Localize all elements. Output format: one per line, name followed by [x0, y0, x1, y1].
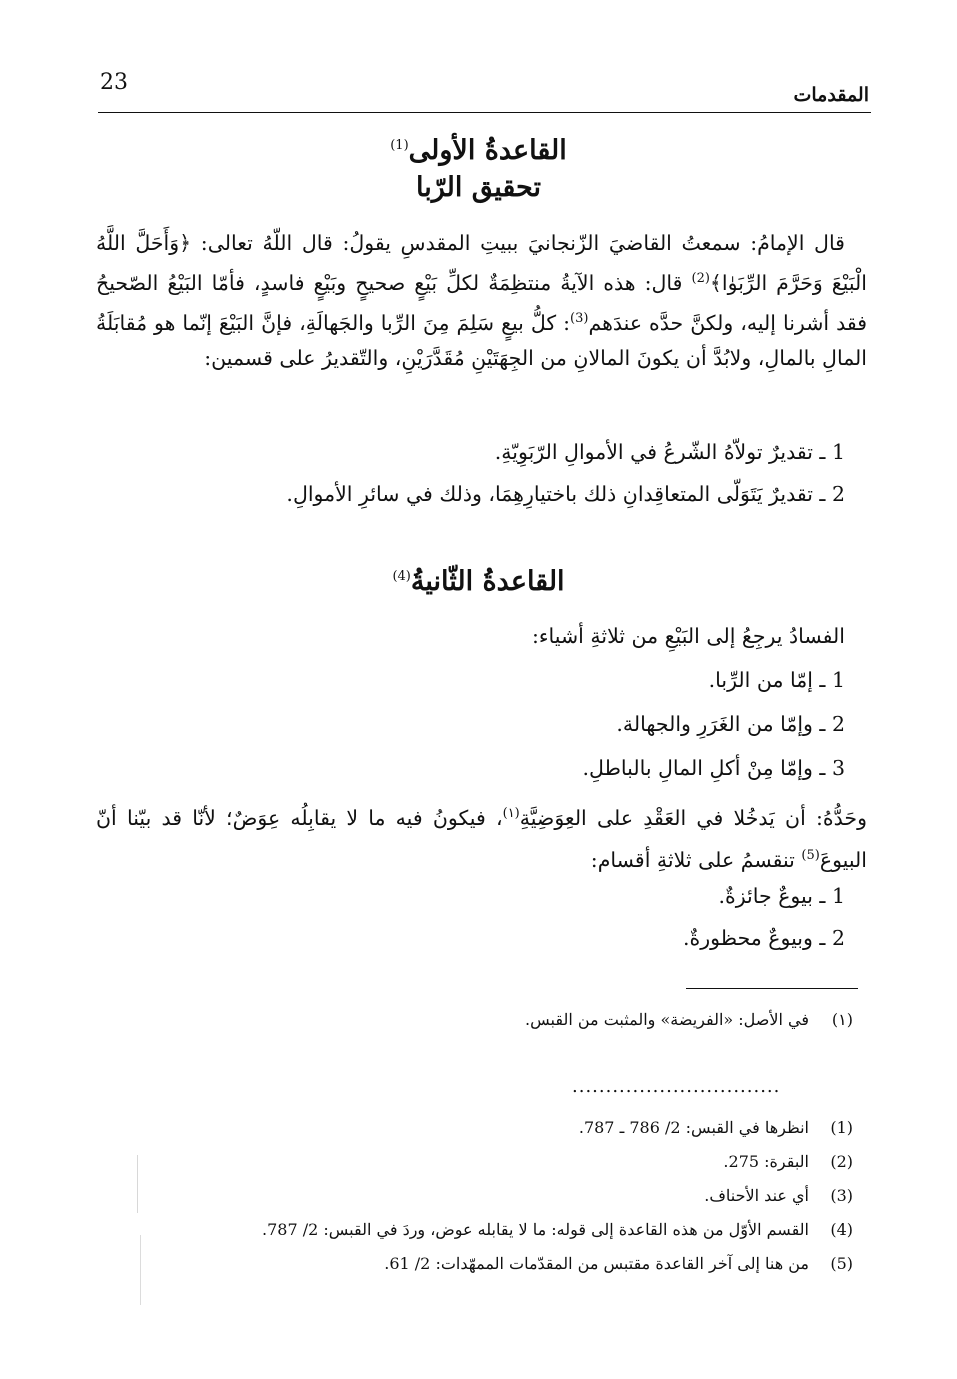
rule2-definition-part2: ، فيكونُ فيه ما لا يقابِلُه عِوَضٌ؛ لأنّا قد بيّنا أنّ البيوعَ	[96, 805, 867, 872]
footnote-3-text: أي عند الأحناف.	[704, 1186, 809, 1205]
rule2-item-2: 2 ـ وإمّا من الغَرَرِ والجهالة.	[616, 712, 845, 736]
rule2-sale-type-1: 1 ـ بيوعٌ جائزةٌ.	[718, 884, 845, 908]
footnote-2-number: (2)	[830, 1152, 853, 1171]
footnote-2-text: البقرة: 275.	[723, 1152, 809, 1171]
scan-artifact-line	[137, 1155, 138, 1213]
footnote-5	[384, 1254, 853, 1273]
footnote-4	[262, 1220, 853, 1239]
rule2-sale-type-2: 2 ـ وبيوعٌ محظورةٌ.	[683, 926, 845, 950]
editor-note	[525, 1010, 853, 1029]
footnote-1-text: انظرها في القبس: 2/ 786 ـ 787.	[578, 1118, 809, 1137]
rule1-note-2: (2)	[691, 271, 710, 286]
footnote-1	[579, 1118, 853, 1137]
editor-note-rule	[686, 988, 858, 989]
footnote-5-number: (5)	[830, 1254, 853, 1273]
editor-note-text: في الأصل: «الفريضة» والمثبت من القبس.	[525, 1010, 809, 1029]
rule2-title-note: (4)	[392, 569, 411, 584]
footnote-4-number: (4)	[830, 1220, 853, 1239]
rule1-paragraph-part3: : كلُّ بيعٍ سَلِمَ مِنَ الرِّبا والجَهالَةِ، فإنَّ البَيْعَ إنّما هو مُقابَلَةُ المالِ بالمالِ، ولابُدَّ أن يكونَ المالانِ من الجِهَتَيْنِ مُقَدَّرَيْنِ، والتّقديرُ على قسمين:	[96, 310, 867, 370]
rule1-note-3: (3)	[570, 310, 589, 326]
rule2-definition-part1: وحَدُّهُ: أن يَدخُلا في العَقْدِ على العِوَضِيَّةِ	[519, 805, 867, 830]
rule2-definition-note-5: (5)	[801, 847, 820, 863]
rule2-item-3: 3 ـ وإمّا مِنْ أكلِ المالِ بالباطلِ.	[582, 756, 845, 780]
rule2-definition-part3: تنقسمُ على ثلاثةِ أقسام:	[590, 847, 802, 872]
rule1-title-text: القاعدةُ الأولى	[408, 135, 567, 166]
rule1-paragraph-part1: قال الإمامُ: سمعتُ القاضيَ الزّنجانيَ ببيتِ المقدسِ يقولُ: قال اللّهُ تعالى: ﴿وَأَحَلَّ اللَّهُ الْبَيْعَ وَحَرَّمَ الرِّبَوٰا﴾	[96, 231, 867, 295]
rule1-paragraph	[96, 226, 867, 376]
rule1-paragraph-part2: قال: هذه الآيةُ منتظِمَةٌ لكلِّ بَيْعٍ صحيحٍ وبَيْعٍ فاسدٍ، فأمّا البَيْعُ الصّحيحُ فقد أشرنا إليه، ولكنَّ حدَّه عندَهم	[96, 270, 867, 335]
rule2-intro: الفسادُ يرجِعُ إلى البَيْعِ من ثلاثةِ أشياء:	[532, 624, 845, 648]
running-title: المقدمات	[793, 84, 869, 106]
page-number: 23	[100, 70, 128, 95]
footnote-3	[704, 1186, 853, 1205]
rule1-title	[0, 135, 957, 166]
rule1-item-1: 1 ـ تقديرٌ تولاّهُ الشّرعُ في الأموالِ الرّبَوِيّةِ.	[494, 440, 845, 464]
scan-artifact-line	[140, 1235, 141, 1305]
rule2-title	[0, 566, 957, 597]
rule1-subtitle: تحقيق الرّبا	[415, 172, 542, 203]
rule2-title-text: القاعدةُ الثّانيةُ	[410, 566, 565, 597]
footnote-3-number: (3)	[830, 1186, 853, 1205]
footnote-separator: ...............................	[572, 1076, 781, 1097]
footnote-4-text: القسم الأوّل من هذه القاعدة إلى قوله: ما لا يقابله عوض، وردَ في القبس: 2/ 787.	[261, 1220, 809, 1239]
footnote-2	[723, 1152, 853, 1171]
header-rule	[98, 112, 871, 113]
editor-note-number: (١)	[831, 1010, 853, 1029]
rule1-title-note: (1)	[390, 138, 409, 153]
rule2-item-1: 1 ـ إمّا من الرِّبا.	[708, 668, 845, 692]
rule2-definition-note: (١)	[502, 806, 520, 821]
footnote-1-number: (1)	[830, 1118, 853, 1137]
rule1-item-2: 2 ـ تقديرٌ يَتَوَلّى المتعاقِدانِ ذلك باختيارِهِمَا، وذلك في سائرِ الأموالِ.	[286, 482, 845, 506]
footnote-5-text: من هنا إلى آخر القاعدة مقتبس من المقدّمات الممهّدات: 2/ 61.	[384, 1254, 809, 1273]
rule2-definition	[96, 795, 867, 879]
